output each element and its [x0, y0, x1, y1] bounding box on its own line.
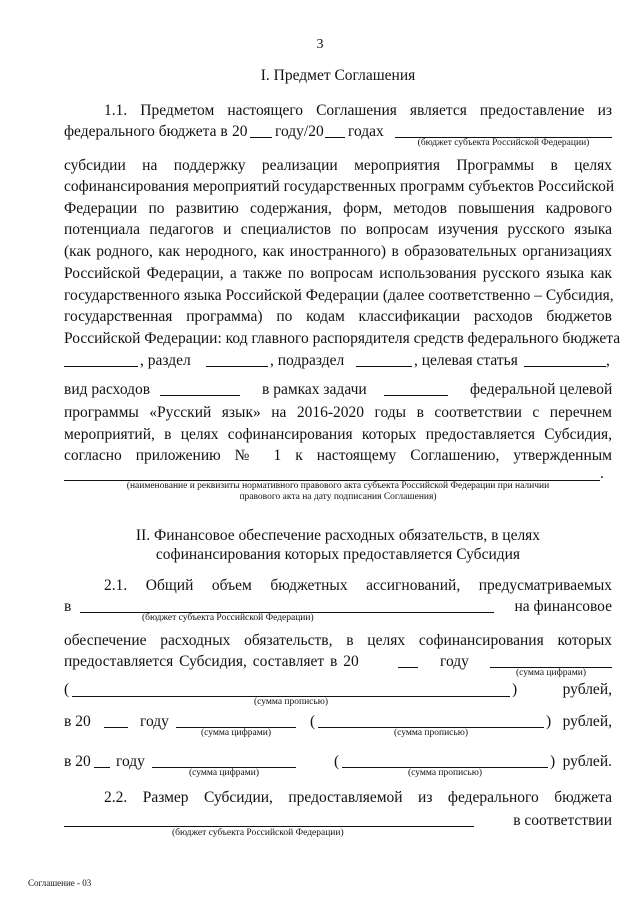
close-paren-1: )	[512, 681, 518, 698]
year-blank-3[interactable]	[398, 667, 418, 668]
clause-1-1-line-9: государственного языка Российской Федерации (далее соответственно – Субсидия,	[64, 287, 614, 304]
clause-2-1-line-3: обеспечение расходных обязательств, в целях софинансирования которых	[64, 632, 612, 649]
subsection-label: , подраздел	[270, 352, 345, 369]
note-sum-digits-1: (сумма цифрами)	[516, 668, 586, 678]
note-sum-digits-2: (сумма цифрами)	[201, 728, 271, 738]
clause-1-1-line-10: государственная программа) по кодам классификации расходов бюджетов	[64, 308, 612, 325]
note-act-line-2: правового акта на дату подписания Соглашения)	[239, 492, 437, 502]
note-budget-subject-3: (бюджет субъекта Российской Федерации)	[172, 828, 344, 838]
row-1-year-word: году	[140, 713, 169, 730]
subsection-code-blank[interactable]	[356, 366, 412, 367]
year-range: году/20	[275, 123, 324, 140]
clause-1-1-line-2a: федерального бюджета в	[64, 123, 228, 140]
year-blank-2[interactable]	[325, 137, 345, 138]
clause-1-1-line-15: мероприятий, в целях софинансирования которых предоставляется Субсидия,	[64, 426, 612, 443]
task-label: в рамках задачи	[262, 381, 367, 398]
year-blank-4[interactable]	[104, 727, 128, 728]
clause-1-1-line-3: субсидии на поддержку реализации мероприятия Программы в целях	[64, 157, 612, 174]
note-budget-subject: (бюджет субъекта Российской Федерации)	[417, 138, 590, 148]
note-sum-digits-3: (сумма цифрами)	[189, 768, 259, 778]
task-blank[interactable]	[384, 395, 448, 396]
row-2-year: в 20	[64, 753, 91, 770]
clause-1-1-line-8: Российской Федерации, а также по вопросам использования русского языка как	[64, 265, 612, 282]
open-paren-1: (	[64, 681, 70, 698]
year-word: году	[440, 653, 469, 670]
year-blank-1[interactable]	[250, 137, 272, 138]
clause-2-2-in-accordance: в соответствии	[513, 812, 612, 829]
expense-type-label: вид расходов	[64, 381, 151, 398]
clause-1-1-line-16: согласно приложению № 1 к настоящему Соглашению, утвержденным	[64, 447, 612, 464]
clause-1-1-line-7: (как родного, как неродного, как иностранного) в образовательных организациях	[64, 243, 612, 260]
section-2-title-2: софинансирования которых предоставляется Субсидия	[155, 546, 521, 563]
clause-1-1-line-11: Российской Федерации: код главного распорядителя средств федерального бюджета	[64, 330, 621, 347]
federal-target-label: федеральной целевой	[470, 381, 613, 398]
note-sum-words-3: (сумма прописью)	[408, 768, 482, 778]
clause-1-1-line-1: 1.1. Предметом настоящего Соглашения является предоставление из	[104, 102, 612, 119]
clause-2-1-line-1: 2.1. Общий объем бюджетных ассигнований, предусматриваемых	[104, 577, 612, 594]
page-number: 3	[316, 37, 324, 52]
note-budget-subject-2: (бюджет субъекта Российской Федерации)	[142, 613, 314, 623]
clause-1-1-line-5: Федерации по развитию содержания, форм, методов повышения кадрового	[64, 200, 612, 217]
note-sum-words-1: (сумма прописью)	[254, 697, 328, 707]
rubles-3: рублей.	[562, 753, 612, 770]
target-article-label: , целевая статья	[414, 352, 518, 369]
clause-1-1-line-4: софинансирования мероприятий государственных программ субъектов Российской	[64, 178, 615, 195]
open-paren-3: (	[334, 753, 340, 770]
section-2-title-1: II. Финансовое обеспечение расходных обязательств, в целях	[135, 527, 541, 544]
budget-blank-3[interactable]	[64, 826, 474, 827]
year-blank-5[interactable]	[94, 767, 110, 768]
expense-type-blank[interactable]	[160, 395, 240, 396]
open-paren-2: (	[310, 713, 316, 730]
clause-2-2-line-1: 2.2. Размер Субсидии, предоставляемой из федерального бюджета	[104, 789, 612, 806]
close-paren-2: )	[546, 713, 552, 730]
gr-code-blank[interactable]	[64, 366, 138, 367]
target-article-blank[interactable]	[524, 366, 606, 367]
clause-2-1-in: в	[64, 598, 72, 615]
comma: ,	[606, 352, 610, 369]
years-word: годах	[348, 123, 384, 140]
clause-2-1-line-4a: предоставляется Субсидия, составляет в 20	[64, 653, 359, 670]
period: .	[600, 465, 604, 482]
clause-2-1-on-financial: на финансовое	[514, 598, 612, 615]
clause-1-1-line-6: потенциала педагогов и специалистов по вопросам изучения русского языка	[64, 221, 612, 238]
section-1-title: I. Предмет Соглашения	[260, 67, 416, 84]
row-1-year: в 20	[64, 713, 91, 730]
close-paren-3: )	[550, 753, 556, 770]
section-code-blank[interactable]	[206, 366, 268, 367]
note-act-line-1: (наименование и реквизиты нормативного правового акта субъекта Российской Федерации при наличии	[126, 481, 550, 491]
row-2-year-word: году	[116, 753, 145, 770]
clause-1-1-line-14: программы «Русский язык» на 2016-2020 годы в соответствии с перечнем	[64, 404, 612, 421]
note-sum-words-2: (сумма прописью)	[394, 728, 468, 738]
footer-label: Соглашение - 03	[28, 878, 92, 888]
year-prefix: 20	[232, 123, 248, 140]
rubles-1: рублей,	[562, 681, 612, 698]
rubles-2: рублей,	[562, 713, 612, 730]
section-label: , раздел	[140, 352, 191, 369]
